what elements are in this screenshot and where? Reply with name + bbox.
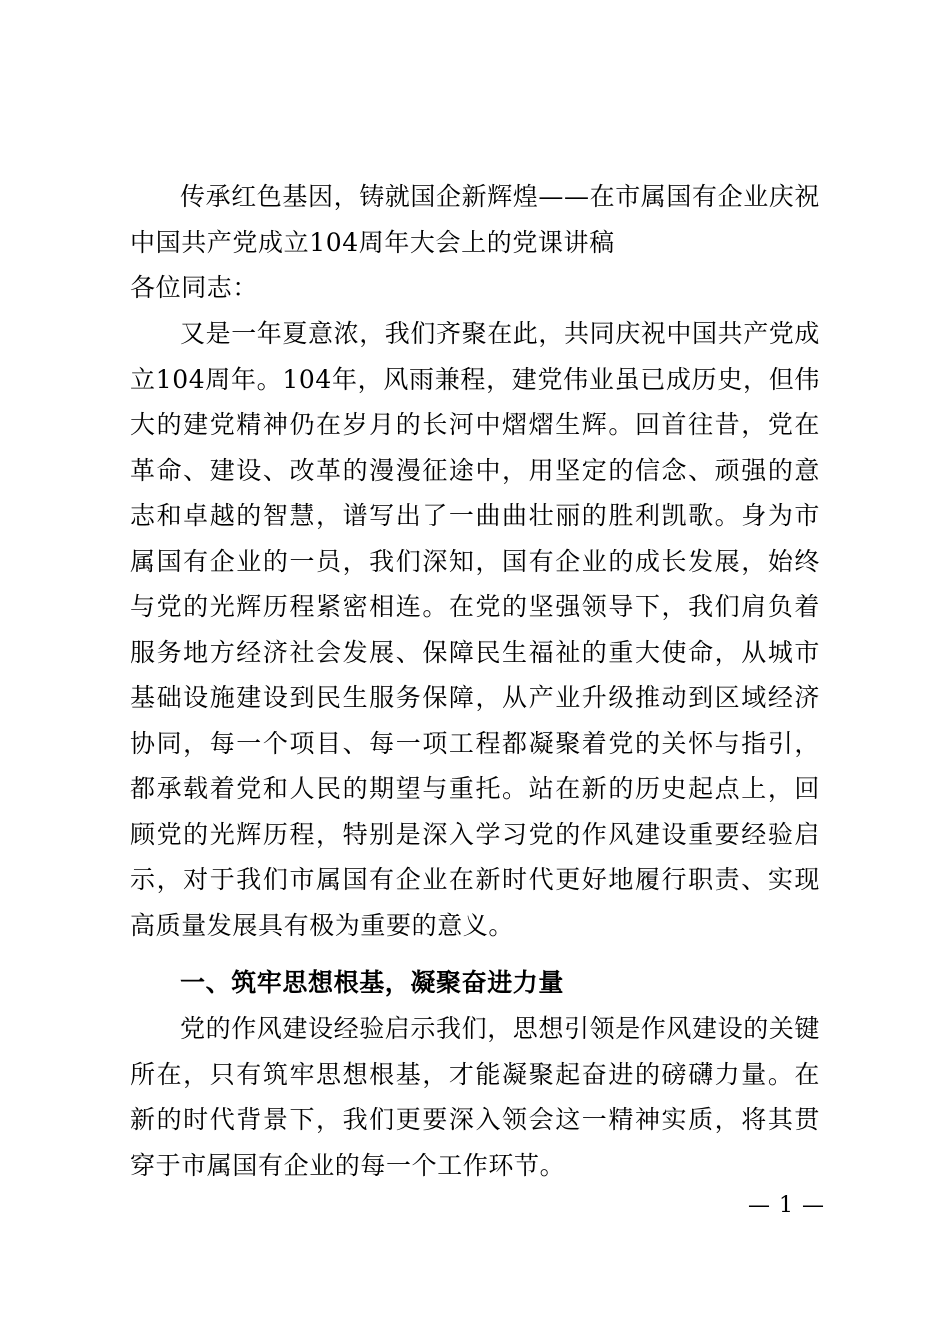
section-heading-1: 一、筑牢思想根基，凝聚奋进力量 [180, 968, 565, 997]
page-number: — 1 — [748, 1193, 825, 1218]
salutation: 各位同志： [130, 273, 259, 302]
body-paragraph-1: 又是一年夏意浓，我们齐聚在此，共同庆祝中国共产党成立104周年。104年，风雨兼程，建党伟业虽已成历史，但伟大的建党精神仍在岁月的长河中熠熠生辉。回首往昔，党在革命、建设、改革的漫漫征途中，用坚定的信念、顽强的意志和卓越的智慧，谱写出了一曲曲壮丽的胜利凯歌。身为市属国有企业的一员，我们深知，国有企业的成长发展，始终与党的光辉历程紧密相连。在党的坚强领导下，我们肩负着服务地方经济社会发展、保障民生福祉的重大使命，从城市基础设施建设到民生服务保障，从产业升级推动到区域经济协同，每一个项目、每一项工程都凝聚着党的关怀与指引，都承载着党和人民的期望与重托。站在新的历史起点上，回顾党的光辉历程，特别是深入学习党的作风建设重要经验启示，对于我们市属国有企业在新时代更好地履行职责、实现高质量发展具有极为重要的意义。 [130, 319, 821, 940]
document-title: 传承红色基因，铸就国企新辉煌——在市属国有企业庆祝中国共产党成立104周年大会上的党课讲稿 [130, 182, 821, 257]
body-paragraph-2: 党的作风建设经验启示我们，思想引领是作风建设的关键所在，只有筑牢思想根基，才能凝聚起奋进的磅礴力量。在新的时代背景下，我们更要深入领会这一精神实质，将其贯穿于市属国有企业的每一个工作环节。 [130, 1014, 821, 1180]
